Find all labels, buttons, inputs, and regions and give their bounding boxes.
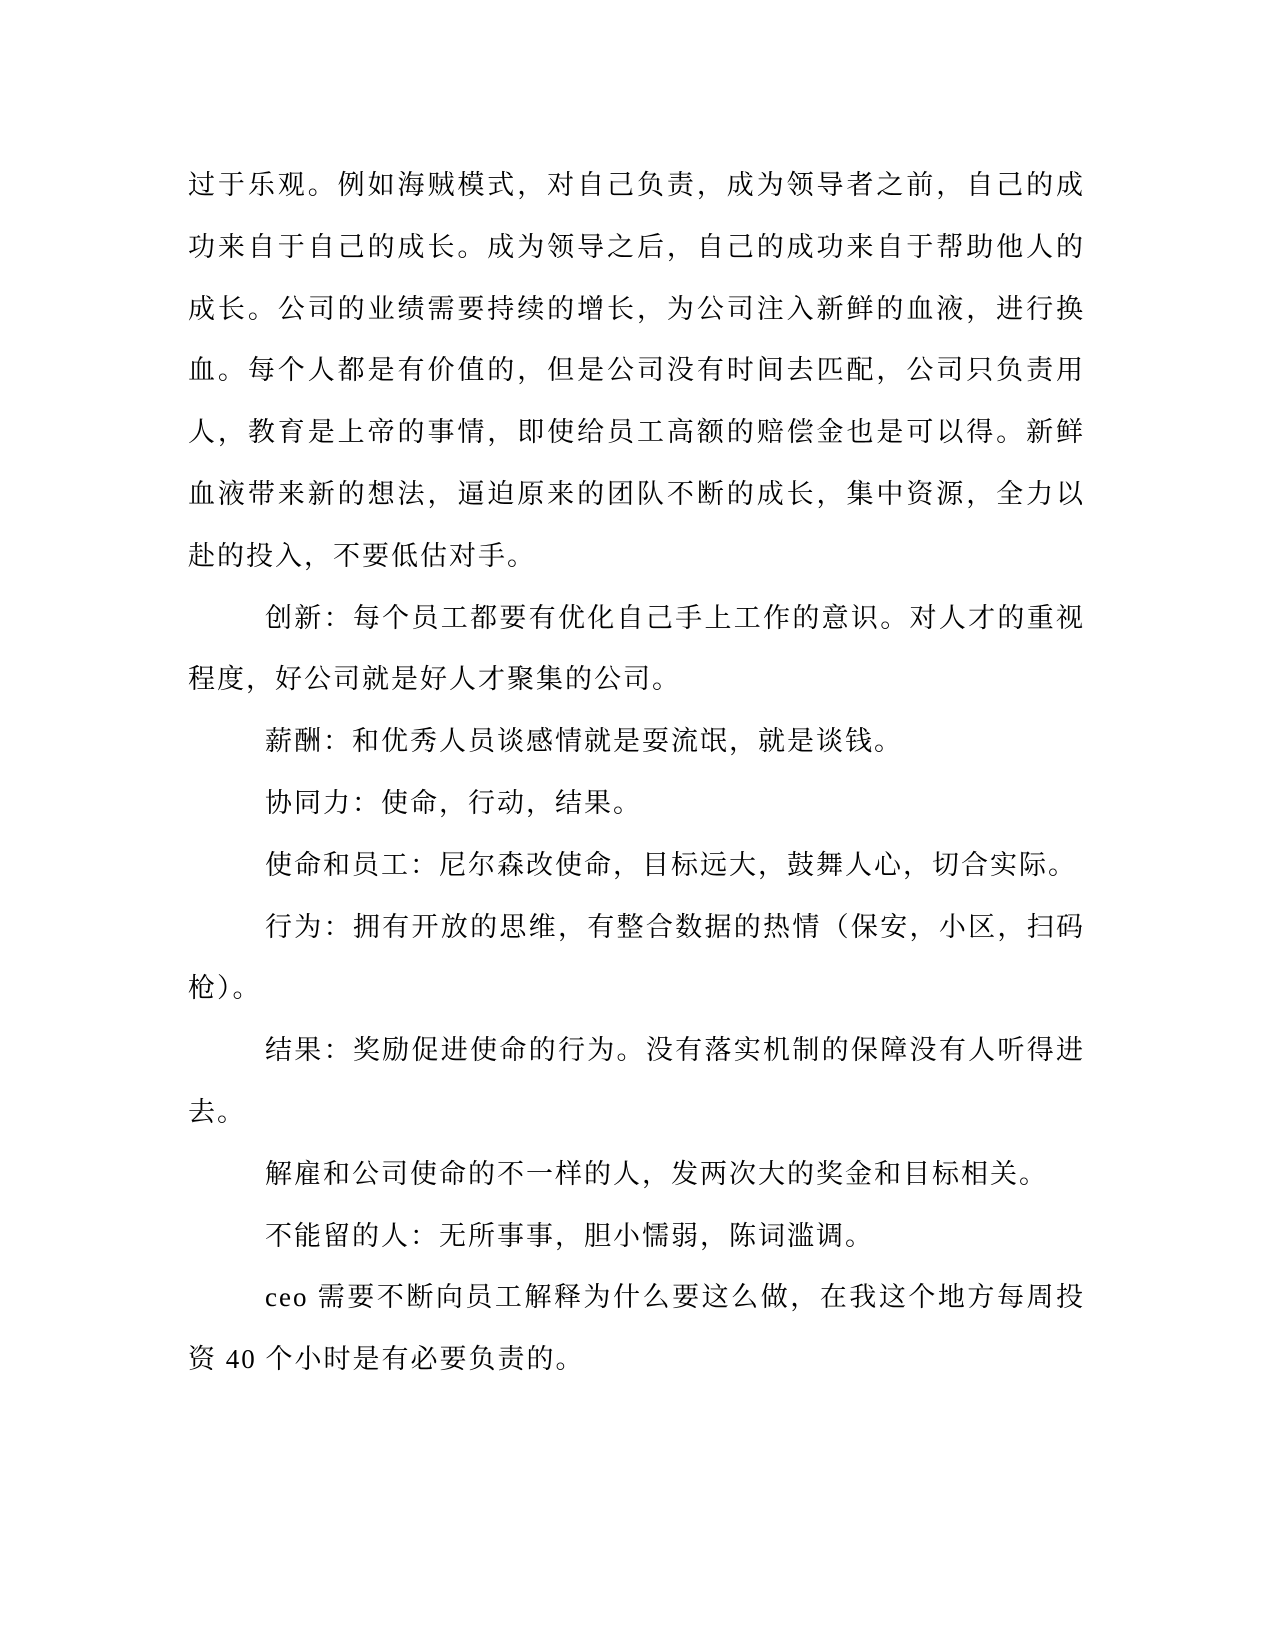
text-line: 去。 [188,1096,246,1127]
text-line: 解雇和公司使命的不一样的人，发两次大的奖金和目标相关。 [265,1158,1048,1189]
paragraph [188,155,1085,588]
paragraph [188,1206,1085,1268]
text-line: 人，教育是上帝的事情，即使给员工高额的赔偿金也是可以得。新鲜 [188,417,1085,448]
text-line: 血液带来新的想法，逼迫原来的团队不断的成长，集中资源，全力以 [188,478,1085,509]
text-line: 使命和员工：尼尔森改使命，目标远大，鼓舞人心，切合实际。 [265,849,1077,880]
text-line: 行为：拥有开放的思维，有整合数据的热情（保安，小区，扫码 [265,911,1085,942]
text-line: 枪）。 [188,973,262,1004]
text-line: 资 40 个小时是有必要负责的。 [188,1344,585,1375]
paragraph [188,773,1085,835]
paragraph [188,897,1085,1021]
text-line: 血。每个人都是有价值的，但是公司没有时间去匹配，公司只负责用 [188,355,1085,386]
text-line: 结果：奖励促进使命的行为。没有落实机制的保障没有人听得进 [265,1035,1085,1066]
document-body [188,155,1085,1391]
paragraph [188,835,1085,897]
paragraph [188,1020,1085,1144]
text-line: 功来自于自己的成长。成为领导之后，自己的成功来自于帮助他人的 [188,231,1085,262]
text-line: 创新：每个员工都要有优化自己手上工作的意识。对人才的重视 [265,602,1085,633]
paragraph [188,1144,1085,1206]
text-line: 赴的投入，不要低估对手。 [188,540,536,571]
paragraph [188,1267,1085,1391]
text-line: ceo 需要不断向员工解释为什么要这么做，在我这个地方每周投 [265,1282,1085,1313]
paragraph [188,588,1085,712]
text-line: 过于乐观。例如海贼模式，对自己负责，成为领导者之前，自己的成 [188,170,1085,200]
text-line: 协同力：使命，行动，结果。 [265,787,642,818]
text-line: 薪酬：和优秀人员谈感情就是耍流氓，就是谈钱。 [265,726,903,757]
text-line: 程度，好公司就是好人才聚集的公司。 [188,664,681,695]
text-line: 不能留的人：无所事事，胆小懦弱，陈词滥调。 [265,1220,874,1251]
paragraph [188,711,1085,773]
text-line: 成长。公司的业绩需要持续的增长，为公司注入新鲜的血液，进行换 [188,293,1085,324]
